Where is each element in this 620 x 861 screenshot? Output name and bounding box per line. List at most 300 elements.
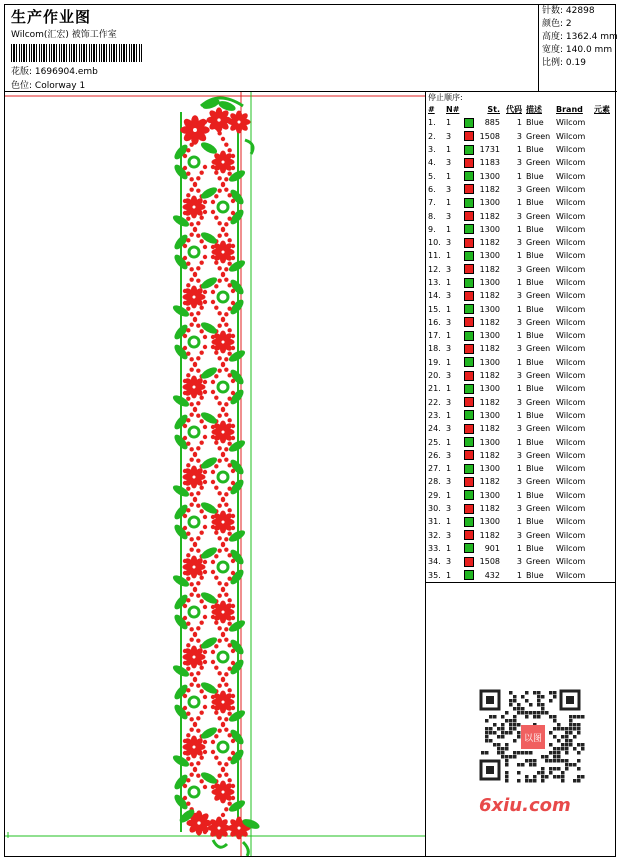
qr-module bbox=[493, 723, 497, 727]
qr-module bbox=[565, 759, 569, 763]
leaf bbox=[199, 725, 219, 741]
row-stitches: 1300 bbox=[479, 490, 500, 500]
qr-module bbox=[577, 727, 581, 731]
row-stitches: 1182 bbox=[479, 317, 500, 327]
red-stitch-dot bbox=[231, 199, 235, 203]
red-stitch-dot bbox=[189, 222, 193, 226]
color-row bbox=[426, 489, 610, 502]
qr-module bbox=[545, 711, 549, 715]
row-code: 1 bbox=[516, 517, 522, 527]
red-stitch-dot bbox=[224, 322, 228, 326]
red-stitch-dot bbox=[183, 739, 187, 743]
qr-module bbox=[493, 731, 497, 735]
qr-module bbox=[561, 775, 565, 779]
color-row bbox=[426, 449, 610, 462]
red-stitch-dot bbox=[214, 644, 218, 648]
red-stitch-dot bbox=[203, 245, 207, 249]
red-stitch-dot bbox=[183, 424, 187, 428]
green-ring bbox=[189, 157, 199, 167]
qr-module bbox=[561, 735, 565, 739]
red-stitch-dot bbox=[193, 587, 197, 591]
row-needle: 1 bbox=[446, 145, 452, 155]
red-stitch-dot bbox=[224, 142, 228, 146]
qr-module bbox=[581, 715, 585, 719]
qr-module bbox=[549, 743, 553, 747]
row-index: 28. bbox=[428, 477, 441, 487]
qr-module bbox=[517, 711, 521, 715]
red-stitch-dot bbox=[199, 260, 203, 264]
color-row bbox=[426, 289, 610, 302]
red-stitch-dot bbox=[214, 485, 218, 489]
row-brand: Wilcom bbox=[556, 464, 586, 474]
red-stitch-dot bbox=[203, 650, 207, 654]
qr-module bbox=[489, 731, 493, 735]
row-brand: Wilcom bbox=[556, 304, 586, 314]
qr-code-watermark bbox=[475, 687, 591, 785]
stat-colors: 颜色: 2 bbox=[542, 19, 572, 29]
row-needle: 3 bbox=[446, 477, 452, 487]
color-swatch bbox=[464, 490, 474, 500]
red-stitch-dot bbox=[186, 441, 190, 445]
color-swatch bbox=[464, 118, 474, 128]
row-description: Blue bbox=[526, 118, 544, 128]
red-stitch-dot bbox=[227, 621, 231, 625]
red-stitch-dot bbox=[224, 502, 228, 506]
red-stitch-dot bbox=[193, 722, 197, 726]
row-index: 25. bbox=[428, 437, 441, 447]
qr-module bbox=[497, 751, 501, 755]
row-brand: Wilcom bbox=[556, 344, 586, 354]
red-stitch-dot bbox=[189, 637, 193, 641]
red-stitch-dot bbox=[203, 380, 207, 384]
red-stitch-dot bbox=[231, 751, 235, 755]
qr-module bbox=[501, 747, 505, 751]
color-row bbox=[426, 475, 610, 488]
color-row bbox=[426, 276, 610, 289]
red-stitch-dot bbox=[203, 165, 207, 169]
red-stitch-dot bbox=[217, 683, 221, 687]
red-stitch-dot bbox=[183, 289, 187, 293]
red-stitch-dot bbox=[214, 755, 218, 759]
row-index: 32. bbox=[428, 530, 441, 540]
red-stitch-dot bbox=[214, 305, 218, 309]
color-row bbox=[426, 382, 610, 395]
barcode bbox=[11, 44, 143, 62]
green-ring bbox=[189, 697, 199, 707]
color-row bbox=[426, 249, 610, 262]
red-stitch-dot bbox=[217, 446, 221, 450]
row-description: Blue bbox=[526, 145, 544, 155]
red-stitch-dot bbox=[214, 710, 218, 714]
row-code: 3 bbox=[516, 211, 522, 221]
color-row bbox=[426, 529, 610, 542]
row-stitches: 1300 bbox=[479, 251, 500, 261]
green-ring bbox=[189, 607, 199, 617]
qr-module bbox=[553, 759, 557, 763]
red-stitch-dot bbox=[231, 154, 235, 158]
red-stitch-dot bbox=[231, 784, 235, 788]
row-code: 1 bbox=[516, 171, 522, 181]
qr-module bbox=[517, 723, 521, 727]
row-index: 9. bbox=[428, 224, 436, 234]
row-description: Blue bbox=[526, 384, 544, 394]
green-ring bbox=[218, 562, 228, 572]
color-row bbox=[426, 542, 610, 555]
qr-module bbox=[513, 723, 517, 727]
red-stitch-dot bbox=[183, 379, 187, 383]
red-stitch-dot bbox=[227, 531, 231, 535]
red-stitch-dot bbox=[227, 238, 231, 242]
row-needle: 1 bbox=[446, 517, 452, 527]
red-stitch-dot bbox=[211, 740, 215, 744]
color-row bbox=[426, 196, 610, 209]
red-stitch-dot bbox=[186, 328, 190, 332]
col-description: 描述 bbox=[526, 105, 542, 115]
row-needle: 3 bbox=[446, 264, 452, 274]
qr-module bbox=[569, 715, 573, 719]
row-brand: Wilcom bbox=[556, 291, 586, 301]
color-swatch bbox=[464, 278, 474, 288]
row-needle: 1 bbox=[446, 278, 452, 287]
qr-module bbox=[545, 759, 549, 763]
red-stitch-dot bbox=[203, 515, 207, 519]
red-stitch-dot bbox=[186, 553, 190, 557]
row-brand: Wilcom bbox=[556, 238, 586, 248]
red-stitch-dot bbox=[217, 761, 221, 765]
red-stitch-dot bbox=[224, 772, 228, 776]
red-stitch-dot bbox=[211, 380, 215, 384]
red-stitch-dot bbox=[217, 581, 221, 585]
red-stitch-dot bbox=[211, 660, 215, 664]
red-stitch-dot bbox=[221, 542, 225, 546]
red-stitch-dot bbox=[199, 779, 203, 783]
red-stitch-dot bbox=[231, 211, 235, 215]
red-stitch-dot bbox=[231, 514, 235, 518]
red-stitch-dot bbox=[217, 413, 221, 417]
row-code: 3 bbox=[516, 291, 522, 301]
row-code: 1 bbox=[516, 543, 522, 553]
red-stitch-dot bbox=[211, 120, 215, 124]
row-needle: 3 bbox=[446, 557, 452, 567]
color-row bbox=[426, 396, 610, 409]
red-stitch-dot bbox=[224, 402, 228, 406]
red-stitch-dot bbox=[224, 672, 228, 676]
green-ring bbox=[218, 292, 228, 302]
red-stitch-dot bbox=[183, 154, 187, 158]
qr-module bbox=[501, 735, 505, 739]
qr-module bbox=[513, 699, 517, 703]
red-stitch-dot bbox=[224, 807, 228, 811]
red-stitch-dot bbox=[196, 761, 200, 765]
red-stitch-dot bbox=[189, 772, 193, 776]
red-stitch-dot bbox=[203, 120, 207, 124]
color-swatch bbox=[464, 184, 474, 194]
row-index: 22. bbox=[428, 397, 441, 407]
qr-module bbox=[509, 699, 513, 703]
red-stitch-dot bbox=[211, 255, 215, 259]
colorway-label: 色位: bbox=[11, 81, 33, 91]
row-brand: Wilcom bbox=[556, 145, 586, 155]
row-description: Blue bbox=[526, 437, 544, 447]
red-stitch-dot bbox=[199, 305, 203, 309]
row-index: 14. bbox=[428, 291, 441, 301]
red-stitch-dot bbox=[186, 238, 190, 242]
red-stitch-dot bbox=[203, 335, 207, 339]
qr-module bbox=[577, 751, 581, 755]
red-stitch-dot bbox=[196, 536, 200, 540]
red-stitch-dot bbox=[189, 592, 193, 596]
red-stitch-dot bbox=[186, 801, 190, 805]
red-stitch-dot bbox=[211, 750, 215, 754]
design-file: 1696904.emb bbox=[34, 67, 98, 77]
red-stitch-dot bbox=[214, 554, 218, 558]
row-needle: 1 bbox=[446, 570, 452, 580]
qr-module bbox=[501, 727, 505, 731]
red-stitch-dot bbox=[186, 666, 190, 670]
red-stitch-dot bbox=[189, 177, 193, 181]
red-stitch-dot bbox=[189, 322, 193, 326]
row-index: 12. bbox=[428, 264, 441, 274]
qr-module bbox=[569, 743, 573, 747]
row-description: Green bbox=[526, 557, 551, 567]
green-ring bbox=[189, 787, 199, 797]
red-flower bbox=[211, 690, 234, 713]
row-code: 3 bbox=[516, 477, 522, 487]
color-row bbox=[426, 462, 610, 475]
red-stitch-dot bbox=[221, 632, 225, 636]
red-stitch-dot bbox=[231, 571, 235, 575]
row-code: 1 bbox=[516, 570, 522, 580]
row-needle: 1 bbox=[446, 198, 452, 208]
row-needle: 3 bbox=[446, 344, 452, 354]
col-stitches: St. bbox=[487, 105, 500, 115]
qr-module bbox=[533, 715, 537, 719]
row-stitches: 1300 bbox=[479, 331, 500, 341]
row-code: 3 bbox=[516, 238, 522, 248]
red-stitch-dot bbox=[196, 176, 200, 180]
green-ring bbox=[218, 202, 228, 212]
qr-module bbox=[537, 711, 541, 715]
qr-module bbox=[541, 711, 545, 715]
row-code: 1 bbox=[516, 118, 522, 128]
red-stitch-dot bbox=[211, 470, 215, 474]
red-stitch-dot bbox=[193, 182, 197, 186]
row-brand: Wilcom bbox=[556, 158, 586, 168]
qr-module bbox=[525, 775, 529, 779]
red-stitch-dot bbox=[231, 526, 235, 530]
row-index: 4. bbox=[428, 158, 436, 168]
col-element: 元素 bbox=[594, 105, 610, 115]
row-code: 1 bbox=[516, 145, 522, 155]
color-swatch bbox=[464, 304, 474, 314]
red-stitch-dot bbox=[224, 312, 228, 316]
red-stitch-dot bbox=[183, 391, 187, 395]
red-stitch-dot bbox=[203, 615, 207, 619]
row-brand: Wilcom bbox=[556, 224, 586, 234]
header-info bbox=[11, 8, 531, 91]
design-preview bbox=[5, 92, 426, 856]
red-stitch-dot bbox=[227, 486, 231, 490]
red-stitch-dot bbox=[227, 778, 231, 782]
red-stitch-dot bbox=[199, 689, 203, 693]
red-stitch-dot bbox=[217, 221, 221, 225]
qr-module bbox=[513, 695, 517, 699]
red-stitch-dot bbox=[189, 402, 193, 406]
red-stitch-dot bbox=[217, 176, 221, 180]
color-row bbox=[426, 183, 610, 196]
qr-module bbox=[497, 735, 501, 739]
row-needle: 1 bbox=[446, 437, 452, 447]
watermark-text: 6xiu.com bbox=[479, 795, 571, 816]
qr-module bbox=[549, 751, 553, 755]
row-needle: 3 bbox=[446, 530, 452, 540]
red-stitch-dot bbox=[196, 131, 200, 135]
red-stitch-dot bbox=[193, 362, 197, 366]
row-stitches: 1508 bbox=[479, 131, 500, 141]
qr-module bbox=[561, 727, 565, 731]
color-swatch bbox=[464, 384, 474, 394]
qr-module bbox=[505, 779, 509, 783]
design-file-line bbox=[11, 64, 531, 77]
red-stitch-dot bbox=[186, 711, 190, 715]
col-index: # bbox=[428, 105, 435, 115]
color-swatch bbox=[464, 264, 474, 274]
red-stitch-dot bbox=[193, 632, 197, 636]
color-row bbox=[426, 409, 610, 422]
row-code: 1 bbox=[516, 384, 522, 394]
color-row bbox=[426, 555, 610, 568]
red-stitch-dot bbox=[203, 740, 207, 744]
red-stitch-dot bbox=[227, 508, 231, 512]
row-code: 1 bbox=[516, 251, 522, 261]
qr-module bbox=[501, 723, 505, 727]
row-needle: 3 bbox=[446, 211, 452, 221]
row-index: 26. bbox=[428, 450, 441, 460]
color-swatch bbox=[464, 344, 474, 354]
red-stitch-dot bbox=[227, 216, 231, 220]
row-brand: Wilcom bbox=[556, 424, 586, 434]
red-stitch-dot bbox=[196, 401, 200, 405]
color-row bbox=[426, 143, 610, 156]
row-description: Green bbox=[526, 317, 551, 327]
row-needle: 3 bbox=[446, 371, 452, 381]
red-stitch-dot bbox=[211, 290, 215, 294]
red-stitch-dot bbox=[183, 301, 187, 305]
red-stitch-dot bbox=[211, 525, 215, 529]
red-stitch-dot bbox=[224, 547, 228, 551]
qr-module bbox=[525, 711, 529, 715]
red-stitch-dot bbox=[193, 767, 197, 771]
red-stitch-dot bbox=[227, 576, 231, 580]
design-label: 花版: bbox=[11, 67, 33, 77]
red-stitch-dot bbox=[224, 637, 228, 641]
leaf bbox=[199, 545, 219, 561]
red-stitch-dot bbox=[189, 492, 193, 496]
red-stitch-dot bbox=[203, 705, 207, 709]
qr-module bbox=[549, 699, 553, 703]
qr-module bbox=[513, 755, 517, 759]
qr-module bbox=[577, 731, 581, 735]
red-stitch-dot bbox=[211, 345, 215, 349]
red-stitch-dot bbox=[224, 412, 228, 416]
red-stitch-dot bbox=[199, 215, 203, 219]
red-stitch-dot bbox=[203, 660, 207, 664]
red-stitch-dot bbox=[227, 643, 231, 647]
red-stitch-dot bbox=[227, 801, 231, 805]
qr-module bbox=[501, 751, 505, 755]
red-stitch-dot bbox=[183, 346, 187, 350]
row-code: 3 bbox=[516, 184, 522, 194]
color-row bbox=[426, 223, 610, 236]
qr-module bbox=[573, 763, 577, 767]
qr-module bbox=[505, 771, 509, 775]
green-ring bbox=[189, 427, 199, 437]
red-stitch-dot bbox=[224, 592, 228, 596]
row-code: 3 bbox=[516, 424, 522, 434]
row-needle: 1 bbox=[446, 224, 452, 234]
red-stitch-dot bbox=[183, 706, 187, 710]
red-stitch-dot bbox=[183, 571, 187, 575]
red-stitch-dot bbox=[196, 188, 200, 192]
row-needle: 1 bbox=[446, 357, 452, 367]
row-brand: Wilcom bbox=[556, 331, 586, 341]
color-row bbox=[426, 369, 610, 382]
row-code: 3 bbox=[516, 264, 522, 274]
red-stitch-dot bbox=[196, 311, 200, 315]
red-stitch-dot bbox=[189, 727, 193, 731]
red-stitch-dot bbox=[189, 457, 193, 461]
color-row bbox=[426, 435, 610, 448]
color-row bbox=[426, 329, 610, 342]
red-stitch-dot bbox=[214, 464, 218, 468]
red-stitch-dot bbox=[217, 401, 221, 405]
red-stitch-dot bbox=[189, 682, 193, 686]
qr-module bbox=[557, 747, 561, 751]
row-description: Blue bbox=[526, 171, 544, 181]
red-stitch-dot bbox=[214, 665, 218, 669]
qr-module bbox=[541, 695, 545, 699]
row-brand: Wilcom bbox=[556, 184, 586, 194]
row-index: 31. bbox=[428, 517, 441, 527]
red-stitch-dot bbox=[221, 677, 225, 681]
red-stitch-dot bbox=[203, 435, 207, 439]
red-stitch-dot bbox=[217, 536, 221, 540]
red-stitch-dot bbox=[196, 671, 200, 675]
red-stitch-dot bbox=[214, 575, 218, 579]
red-stitch-dot bbox=[186, 283, 190, 287]
qr-module bbox=[549, 767, 553, 771]
color-row bbox=[426, 263, 610, 276]
qr-module bbox=[581, 747, 585, 751]
row-stitches: 1300 bbox=[479, 224, 500, 234]
row-stitches: 1182 bbox=[479, 238, 500, 248]
red-stitch-dot bbox=[224, 717, 228, 721]
row-stitches: 1182 bbox=[479, 184, 500, 194]
document-frame bbox=[4, 4, 616, 857]
row-brand: Wilcom bbox=[556, 357, 586, 367]
red-stitch-dot bbox=[186, 373, 190, 377]
qr-module bbox=[553, 727, 557, 731]
red-flower bbox=[182, 195, 205, 218]
red-stitch-dot bbox=[186, 463, 190, 467]
row-description: Blue bbox=[526, 490, 544, 500]
red-stitch-dot bbox=[211, 210, 215, 214]
row-brand: Wilcom bbox=[556, 450, 586, 460]
red-stitch-dot bbox=[227, 441, 231, 445]
colorway-line bbox=[11, 78, 531, 91]
row-code: 1 bbox=[516, 490, 522, 500]
row-brand: Wilcom bbox=[556, 171, 586, 181]
